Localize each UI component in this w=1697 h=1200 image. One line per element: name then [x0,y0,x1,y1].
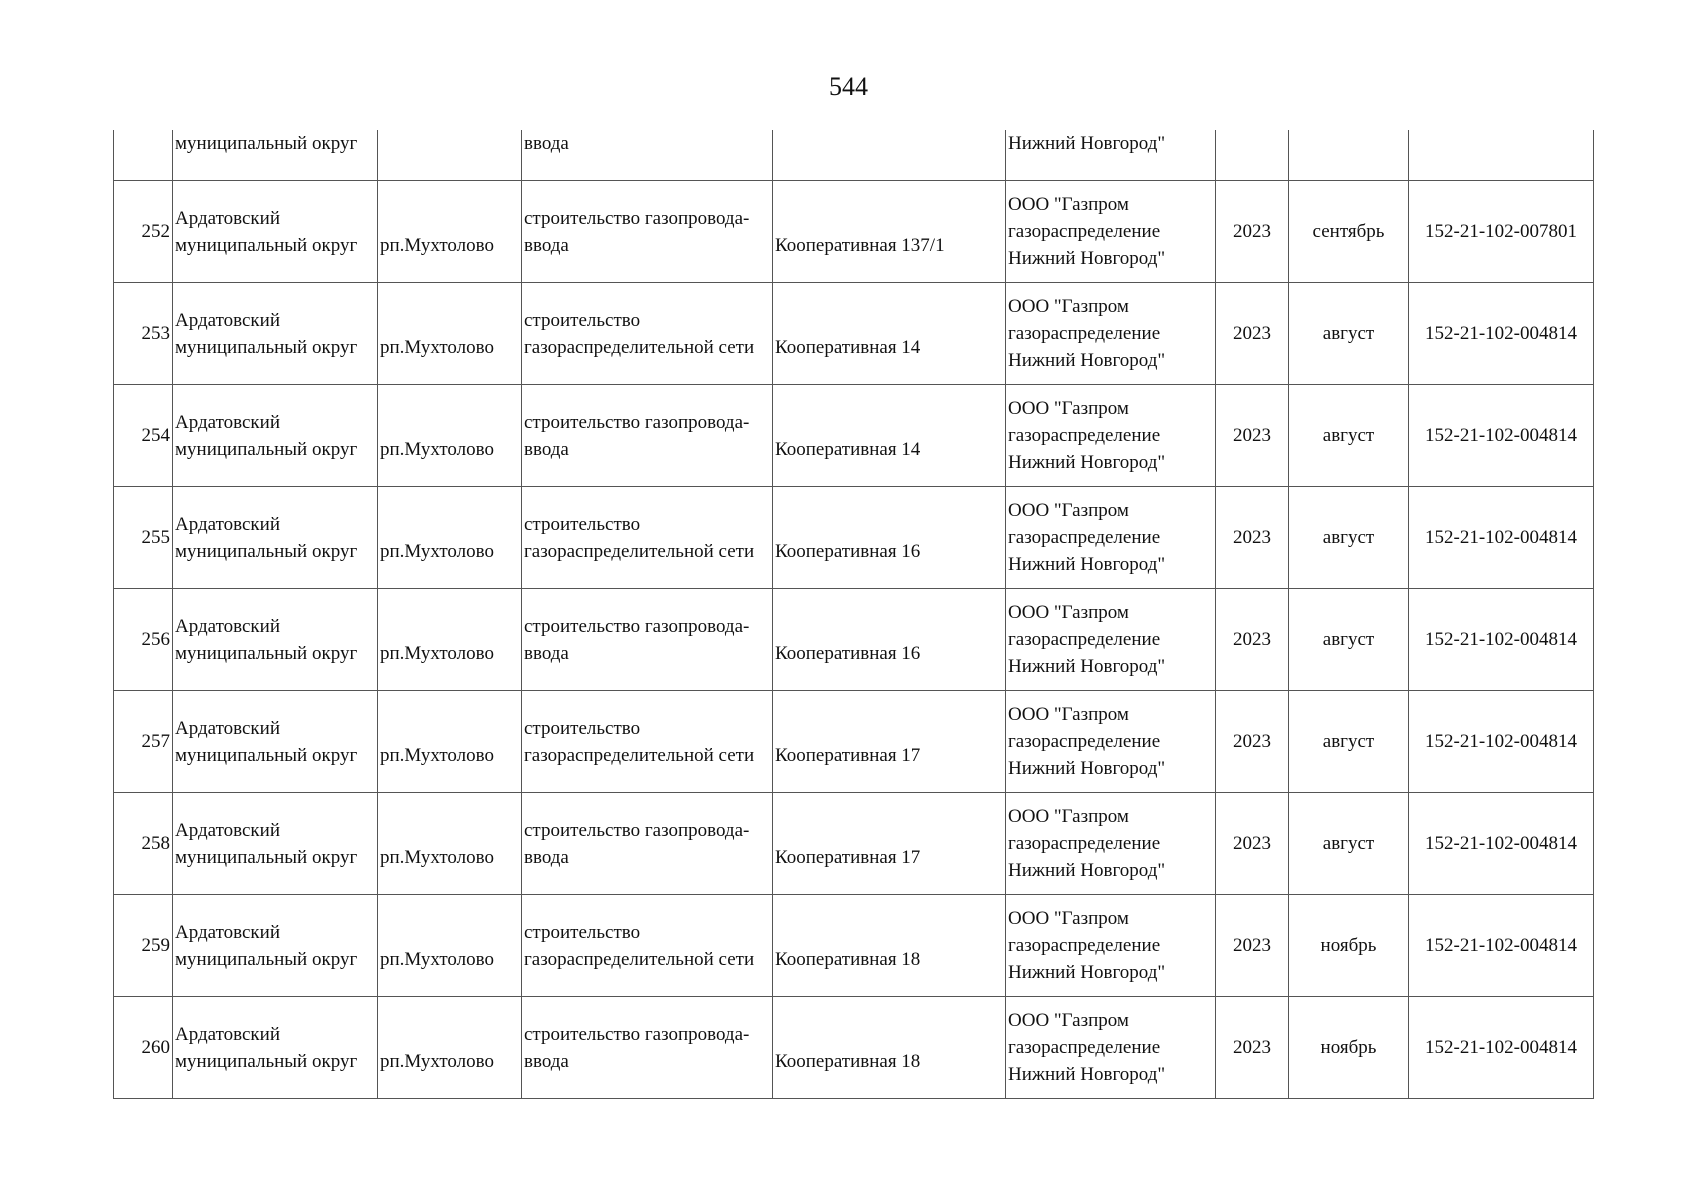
address-cell [773,589,1006,691]
month-cell: сентябрь [1289,181,1409,283]
organization-cell [1006,997,1216,1099]
work-type-line: ввода [524,234,569,256]
address-text: Кооперативная 16 [775,642,921,664]
work-type-line: ввода [524,846,569,868]
work-type-cell [522,997,773,1099]
row-number-cell: 254 [114,385,173,487]
work-type-line: ввода [524,438,569,460]
registry-code-cell: 152-21-102-004814 [1409,283,1594,385]
registry-code-cell: 152-21-102-007801 [1409,181,1594,283]
continuation-district-cell: муниципальный округ [173,130,378,181]
district-cell [173,793,378,895]
organization-line: Нижний Новгород" [1008,1064,1166,1085]
organization-line: газораспределение [1008,1037,1161,1058]
organization-line: ООО "Газпром [1008,296,1129,317]
address-text: Кооперативная 18 [775,948,921,970]
registry-code-cell: 152-21-102-004814 [1409,589,1594,691]
year-cell: 2023 [1216,895,1289,997]
organization-line: ООО "Газпром [1008,1010,1129,1031]
registry-code-cell: 152-21-102-004814 [1409,997,1594,1099]
settlement-cell [378,385,522,487]
organization-line: ООО "Газпром [1008,806,1129,827]
settlement-cell [378,487,522,589]
work-type-line: газораспределительной сети [524,948,755,970]
address-cell [773,385,1006,487]
work-type-line: строительство [524,513,641,535]
settlement-text: рп.Мухтолово [380,948,494,970]
table-row [114,487,1594,589]
continuation-code-cell [1409,130,1594,181]
district-cell [173,589,378,691]
district-line: муниципальный округ [175,642,358,664]
work-type-line: строительство газопровода- [524,819,750,841]
district-line: муниципальный округ [175,846,358,868]
organization-line: Нижний Новгород" [1008,656,1166,677]
address-cell [773,181,1006,283]
address-cell [773,997,1006,1099]
continuation-month-cell [1289,130,1409,181]
month-cell: ноябрь [1289,895,1409,997]
settlement-cell [378,997,522,1099]
row-number-cell: 253 [114,283,173,385]
organization-cell [1006,283,1216,385]
month-cell: август [1289,793,1409,895]
work-type-line: строительство газопровода- [524,1023,750,1045]
district-line: Ардатовский [175,513,280,535]
settlement-text: рп.Мухтолово [380,642,494,664]
settlement-text: рп.Мухтолово [380,846,494,868]
organization-cell [1006,385,1216,487]
settlement-cell [378,691,522,793]
work-type-line: газораспределительной сети [524,336,755,358]
work-type-cell [522,691,773,793]
work-type-cell [522,283,773,385]
continuation-org-cell: Нижний Новгород" [1006,130,1216,181]
table-row [114,691,1594,793]
organization-line: ООО "Газпром [1008,908,1129,929]
district-cell [173,487,378,589]
address-cell [773,283,1006,385]
organization-line: газораспределение [1008,629,1161,650]
organization-cell [1006,793,1216,895]
organization-cell [1006,181,1216,283]
work-type-line: строительство [524,309,641,331]
organization-line: Нижний Новгород" [1008,860,1166,881]
registry-code-cell: 152-21-102-004814 [1409,487,1594,589]
row-number-cell: 259 [114,895,173,997]
year-cell: 2023 [1216,487,1289,589]
organization-cell [1006,589,1216,691]
work-type-line: строительство газопровода- [524,411,750,433]
district-line: муниципальный округ [175,234,358,256]
district-line: муниципальный округ [175,1050,358,1072]
address-cell [773,487,1006,589]
month-cell: ноябрь [1289,997,1409,1099]
work-type-line: ввода [524,642,569,664]
year-cell: 2023 [1216,181,1289,283]
address-text: Кооперативная 16 [775,540,921,562]
work-type-cell [522,793,773,895]
district-cell [173,997,378,1099]
year-cell: 2023 [1216,283,1289,385]
district-cell [173,895,378,997]
work-type-cell [522,385,773,487]
row-number-cell: 257 [114,691,173,793]
month-cell: август [1289,487,1409,589]
organization-line: газораспределение [1008,731,1161,752]
year-cell: 2023 [1216,997,1289,1099]
work-type-cell [522,895,773,997]
address-text: Кооперативная 14 [775,438,921,460]
work-type-line: строительство газопровода- [524,615,750,637]
organization-line: Нижний Новгород" [1008,758,1166,779]
district-cell [173,385,378,487]
month-cell: август [1289,691,1409,793]
continuation-address-cell [773,130,1006,181]
table-row [114,997,1594,1099]
address-cell [773,691,1006,793]
settlement-text: рп.Мухтолово [380,438,494,460]
district-line: муниципальный округ [175,948,358,970]
district-line: Ардатовский [175,207,280,229]
settlement-cell [378,895,522,997]
organization-line: газораспределение [1008,833,1161,854]
settlement-cell [378,793,522,895]
settlement-text: рп.Мухтолово [380,744,494,766]
page-number: 544 [829,72,868,101]
registry-code-cell: 152-21-102-004814 [1409,691,1594,793]
work-type-line: строительство [524,921,641,943]
organization-line: газораспределение [1008,527,1161,548]
settlement-cell [378,283,522,385]
organization-line: газораспределение [1008,323,1161,344]
work-type-line: газораспределительной сети [524,540,755,562]
row-number-cell: 256 [114,589,173,691]
continuation-work-cell: ввода [522,130,773,181]
year-cell: 2023 [1216,589,1289,691]
settlement-text: рп.Мухтолово [380,540,494,562]
row-number-cell: 260 [114,997,173,1099]
continuation-settlement-cell [378,130,522,181]
organization-cell [1006,487,1216,589]
address-text: Кооперативная 17 [775,846,921,868]
table-row [114,589,1594,691]
table-row [114,283,1594,385]
work-type-line: ввода [524,1050,569,1072]
district-line: Ардатовский [175,1023,280,1045]
address-text: Кооперативная 17 [775,744,921,766]
address-cell [773,895,1006,997]
organization-line: ООО "Газпром [1008,194,1129,215]
address-text: Кооперативная 14 [775,336,921,358]
district-line: Ардатовский [175,309,280,331]
year-cell: 2023 [1216,691,1289,793]
district-line: муниципальный округ [175,744,358,766]
organization-line: газораспределение [1008,425,1161,446]
district-line: муниципальный округ [175,336,358,358]
settlement-text: рп.Мухтолово [380,234,494,256]
organization-line: Нижний Новгород" [1008,554,1166,575]
district-cell [173,691,378,793]
registry-code-cell: 152-21-102-004814 [1409,793,1594,895]
organization-line: ООО "Газпром [1008,704,1129,725]
address-cell [773,793,1006,895]
settlement-cell [378,181,522,283]
table-body [114,130,1594,1099]
work-type-cell [522,589,773,691]
table-row [114,793,1594,895]
organization-line: Нижний Новгород" [1008,248,1166,269]
district-line: муниципальный округ [175,540,358,562]
row-number-cell: 258 [114,793,173,895]
district-line: Ардатовский [175,921,280,943]
organization-line: ООО "Газпром [1008,500,1129,521]
organization-cell [1006,895,1216,997]
settlement-text: рп.Мухтолово [380,1050,494,1072]
row-number-cell: 255 [114,487,173,589]
table-row [114,385,1594,487]
work-type-cell [522,487,773,589]
work-type-line: строительство газопровода- [524,207,750,229]
district-line: муниципальный округ [175,438,358,460]
work-type-cell [522,181,773,283]
year-cell: 2023 [1216,385,1289,487]
registry-code-cell: 152-21-102-004814 [1409,385,1594,487]
district-line: Ардатовский [175,819,280,841]
continuation-row [114,130,1594,181]
organization-line: газораспределение [1008,935,1161,956]
month-cell: август [1289,589,1409,691]
month-cell: август [1289,283,1409,385]
year-cell: 2023 [1216,793,1289,895]
organization-line: газораспределение [1008,221,1161,242]
district-line: Ардатовский [175,411,280,433]
work-type-line: строительство [524,717,641,739]
organization-line: Нижний Новгород" [1008,962,1166,983]
district-cell [173,181,378,283]
district-line: Ардатовский [175,717,280,739]
district-line: Ардатовский [175,615,280,637]
work-type-line: газораспределительной сети [524,744,755,766]
organization-line: ООО "Газпром [1008,602,1129,623]
address-text: Кооперативная 137/1 [775,234,945,256]
table-row [114,895,1594,997]
continuation-num-cell [114,130,173,181]
registry-code-cell: 152-21-102-004814 [1409,895,1594,997]
row-number-cell: 252 [114,181,173,283]
continuation-year-cell [1216,130,1289,181]
organization-cell [1006,691,1216,793]
district-cell [173,283,378,385]
organization-line: Нижний Новгород" [1008,452,1166,473]
table-row [114,181,1594,283]
gas-connection-register-table [113,130,1594,1099]
organization-line: ООО "Газпром [1008,398,1129,419]
settlement-text: рп.Мухтолово [380,336,494,358]
address-text: Кооперативная 18 [775,1050,921,1072]
month-cell: август [1289,385,1409,487]
organization-line: Нижний Новгород" [1008,350,1166,371]
settlement-cell [378,589,522,691]
